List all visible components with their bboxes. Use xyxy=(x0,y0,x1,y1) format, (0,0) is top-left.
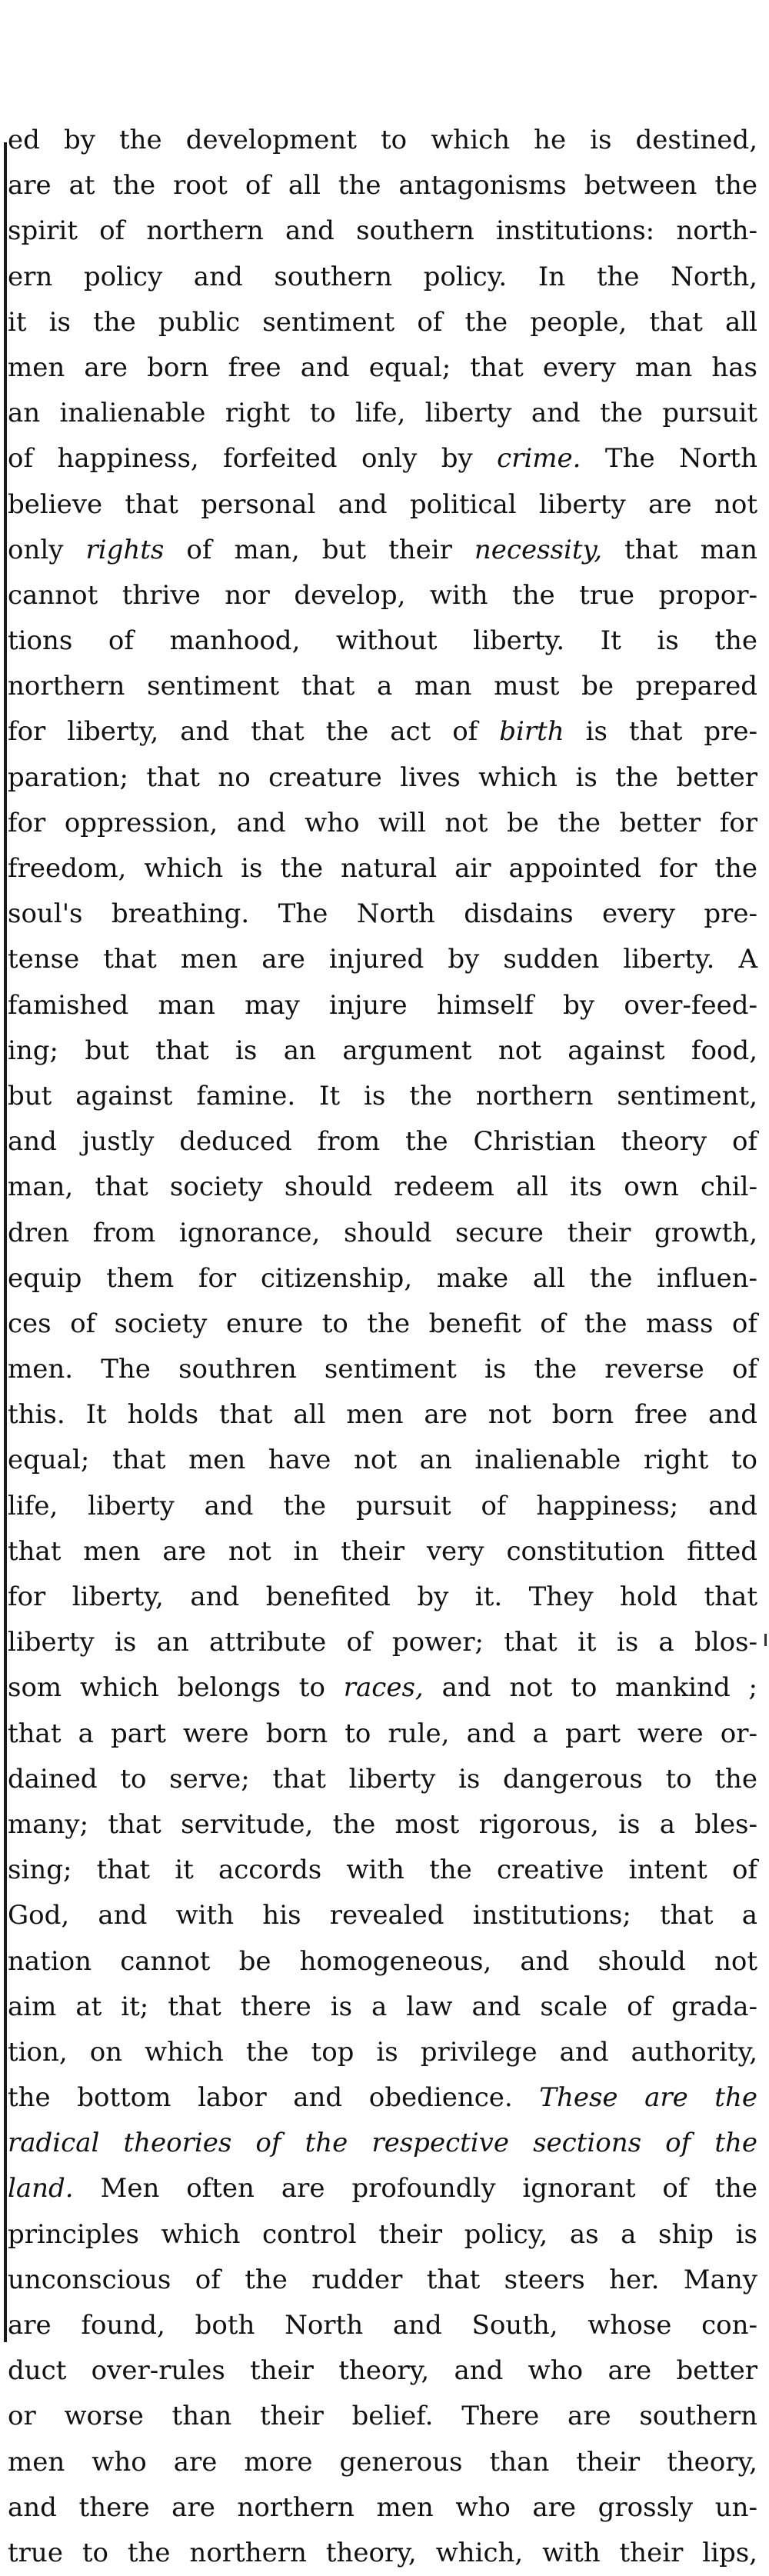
text-line: God, and with his revealed institutions; that a xyxy=(8,1900,757,1931)
text-line: aim at it; that there is a law and scale of grada- xyxy=(8,1991,757,2022)
italic-emphasis: birth xyxy=(499,716,564,748)
text-line: sing; that it accords with the creative intent of xyxy=(8,1855,757,1886)
text-line: ed by the development to which he is destined, xyxy=(8,125,757,155)
italic-emphasis: land. xyxy=(8,2173,74,2204)
text-line: an inalienable right to life, liberty and the pursuit xyxy=(8,398,757,429)
text-line: famished man may injure himself by over-feed- xyxy=(8,989,757,1021)
text-line: freedom, which is the natural air appointed for the xyxy=(8,853,757,884)
text-line: northern sentiment that a man must be prepared xyxy=(8,671,757,702)
text-line: true to the northern theory, which, with their lips, xyxy=(8,2537,757,2568)
text-line: som which belongs to races, and not to mankind ; xyxy=(8,1672,757,1704)
column-rule xyxy=(4,142,7,2342)
text-line: paration; that no creature lives which is the better xyxy=(8,761,757,793)
text-line: tense that men are injured by sudden liberty. A xyxy=(8,944,757,975)
text-line: for oppression, and who will not be the better for xyxy=(8,807,757,838)
text-line: spirit of northern and southern institutions: north- xyxy=(8,215,757,247)
text-line xyxy=(8,2121,757,2166)
text-line: nation cannot be homogeneous, and should not xyxy=(8,1945,757,1977)
text-line: ern policy and southern policy. In the North, xyxy=(8,261,757,292)
italic-emphasis: crime. xyxy=(497,443,581,475)
italic-emphasis: radical theories of the respective sections of the xyxy=(8,2128,757,2159)
text-line: for liberty, and benefited by it. They hold that xyxy=(8,1581,757,1612)
text-line: ces of society enure to the benefit of the mass of xyxy=(8,1308,757,1339)
italic-emphasis: rights xyxy=(85,534,165,565)
text-line: it is the public sentiment of the people, that all xyxy=(8,306,757,338)
text-line: this. It holds that all men are not born free and xyxy=(8,1399,757,1431)
text-line: are found, both North and South, whose con- xyxy=(8,2310,757,2341)
text-line: many; that servitude, the most rigorous, is a bles- xyxy=(8,1808,757,1840)
text-line: of happiness, forfeited only by crime. The North xyxy=(8,443,757,475)
text-line: man, that society should redeem all its own chil- xyxy=(8,1171,757,1203)
text-line: believe that personal and political liberty are not xyxy=(8,488,757,520)
text-line: or worse than their belief. There are southern xyxy=(8,2401,757,2432)
text-line: unconscious of the rudder that steers her. Many xyxy=(8,2264,757,2295)
text-column xyxy=(8,118,757,2576)
text-line: cannot thrive nor develop, with the true propor- xyxy=(8,579,757,611)
text-line: the bottom labor and obedience. These are the xyxy=(8,2082,757,2114)
text-line: only rights of man, but their necessity, that man xyxy=(8,534,757,565)
italic-emphasis: necessity, xyxy=(474,534,603,565)
text-line: men who are more generous than their theory, xyxy=(8,2446,757,2478)
text-line: are at the root of all the antagonisms between the xyxy=(8,170,757,202)
text-line: dained to serve; that liberty is dangerous to the xyxy=(8,1763,757,1795)
text-line: that men are not in their very constitution fitted xyxy=(8,1535,757,1567)
text-line: duct over-rules their theory, and who are better xyxy=(8,2355,757,2387)
text-line: liberty is an attribute of power; that it is a blos- xyxy=(8,1627,757,1658)
text-line: dren from ignorance, should secure their growth, xyxy=(8,1217,757,1248)
margin-speck xyxy=(764,1634,767,1646)
italic-emphasis: races, xyxy=(343,1672,424,1704)
text-line: for liberty, and that the act of birth is that pre- xyxy=(8,716,757,748)
text-line: life, liberty and the pursuit of happiness; and xyxy=(8,1490,757,1521)
text-line: men. The southren sentiment is the reverse of xyxy=(8,1354,757,1385)
text-line: tion, on which the top is privilege and authority, xyxy=(8,2036,757,2068)
text-line: and justly deduced from the Christian theory of xyxy=(8,1126,757,1158)
text-line: tions of manhood, without liberty. It is the xyxy=(8,625,757,657)
text-line: soul's breathing. The North disdains every pre- xyxy=(8,898,757,930)
text-line: principles which control their policy, as a ship is xyxy=(8,2218,757,2250)
italic-emphasis: These are the xyxy=(539,2082,757,2114)
text-line: that a part were born to rule, and a part were or- xyxy=(8,1718,757,1749)
text-line: men are born free and equal; that every man has xyxy=(8,352,757,383)
text-line: land. Men often are profoundly ignorant of the xyxy=(8,2173,757,2204)
text-line: ing; but that is an argument not against food, xyxy=(8,1035,757,1066)
text-line: and there are northern men who are grossly un- xyxy=(8,2491,757,2523)
text-line: equip them for citizenship, make all the influen- xyxy=(8,1262,757,1294)
text-line: equal; that men have not an inalienable right to xyxy=(8,1445,757,1476)
text-line: but against famine. It is the northern sentiment, xyxy=(8,1080,757,1111)
